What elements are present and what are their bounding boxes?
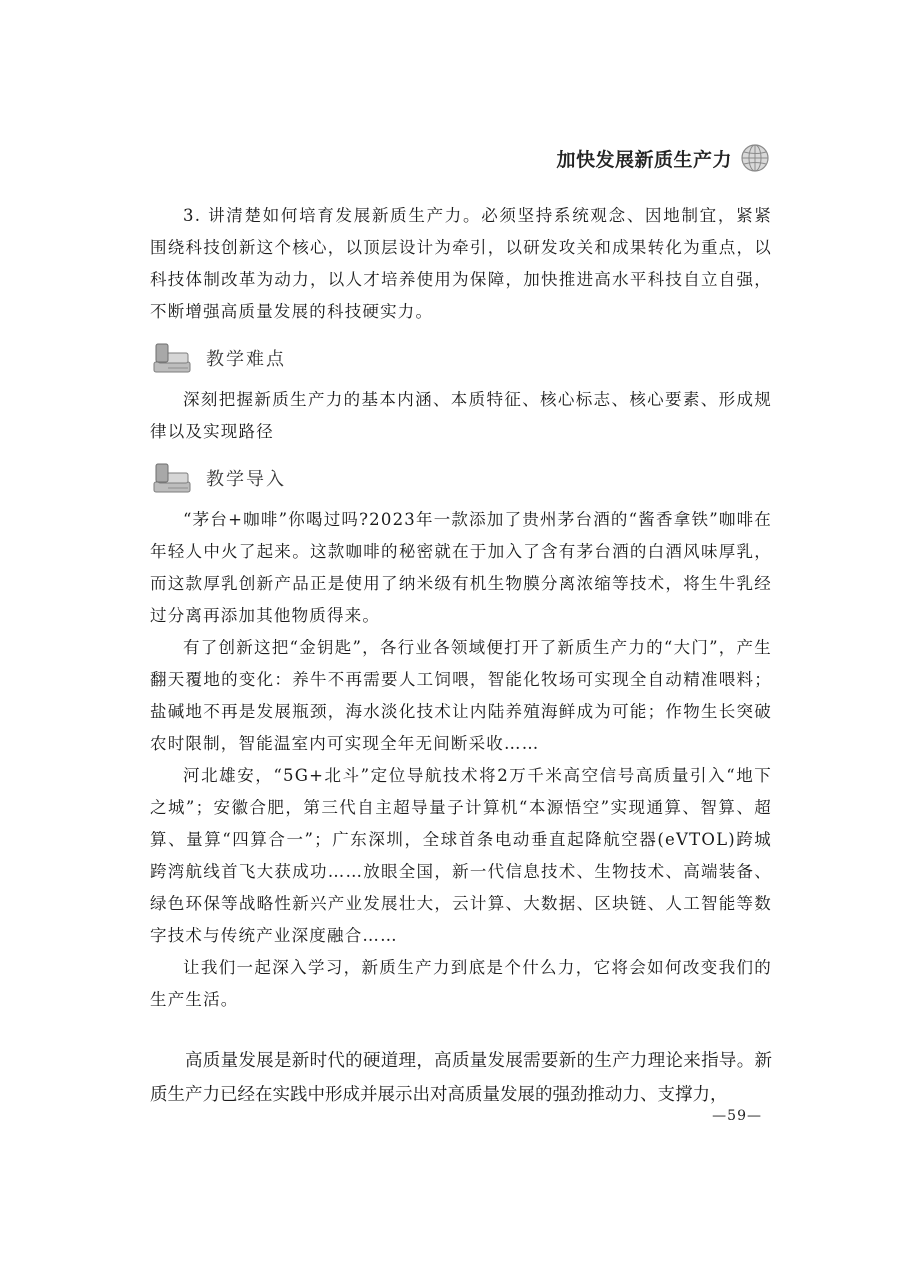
point-3-paragraph: 3. 讲清楚如何培育发展新质生产力。必须坚持系统观念、因地制宜，紧紧围绕科技创新这个核心，以顶层设计为牵引，以研发攻关和成果转化为重点，以科技体制改革为动力，以人才培养使用为保障，加快推进高水平科技自立自强，不断增强高质量发展的科技硬实力。 bbox=[150, 206, 772, 321]
books-icon bbox=[150, 460, 196, 496]
lead-in-paragraph: “茅台+咖啡”你喝过吗?2023年一款添加了贵州茅台酒的“酱香拿铁”咖啡在年轻人中火了起来。这款咖啡的秘密就在于加入了含有茅台酒的白酒风味厚乳，而这款厚乳创新产品正是使用了纳米级有机生物膜分离浓缩等技术，将生牛乳经过分离再添加其他物质得来。 bbox=[150, 510, 772, 625]
section-spacer bbox=[150, 1016, 772, 1044]
lead-in-paragraph: 河北雄安，“5G+北斗”定位导航技术将2万千米高空信号高质量引入“地下之城”；安徽合肥，第三代自主超导量子计算机“本源悟空”实现通算、智算、超算、量算“四算合一”；广东深圳，全球首条电动垂直起降航空器(eVTOL)跨城跨湾航线首飞大获成功……放眼全国，新一代信息技术、生物技术、高端装备、绿色环保等战略性新兴产业发展壮大，云计算、大数据、区块链、人工智能等数字技术与传统产业深度融合…… bbox=[150, 766, 772, 945]
lead-in-section-title: 教学导入 bbox=[206, 469, 286, 490]
running-header-title: 加快发展新质生产力 bbox=[556, 148, 732, 171]
page-number: —59— bbox=[712, 1108, 762, 1124]
difficulty-text: 深刻把握新质生产力的基本内涵、本质特征、核心标志、核心要素、形成规律以及实现路径 bbox=[150, 390, 772, 441]
difficulty-section-title: 教学难点 bbox=[206, 349, 286, 370]
lead-in-section-header bbox=[150, 458, 772, 498]
page-header bbox=[556, 140, 770, 176]
page-content bbox=[150, 200, 772, 1112]
body-paragraph: 高质量发展是新时代的硬道理，高质量发展需要新的生产力理论来指导。新质生产力已经在实践中形成并展示出对高质量发展的强劲推动力、支撑力， bbox=[150, 1051, 772, 1105]
lead-in-paragraph: 让我们一起深入学习，新质生产力到底是个什么力，它将会如何改变我们的生产生活。 bbox=[150, 958, 772, 1009]
books-icon bbox=[150, 340, 196, 376]
globe-icon bbox=[740, 143, 770, 173]
lead-in-paragraph: 有了创新这把“金钥匙”，各行业各领域便打开了新质生产力的“大门”，产生翻天覆地的变化：养牛不再需要人工饲喂，智能化牧场可实现全自动精准喂料；盐碱地不再是发展瓶颈，海水淡化技术让内陆养殖海鲜成为可能；作物生长突破农时限制，智能温室内可实现全年无间断采收…… bbox=[150, 638, 772, 753]
difficulty-section-header bbox=[150, 338, 772, 378]
